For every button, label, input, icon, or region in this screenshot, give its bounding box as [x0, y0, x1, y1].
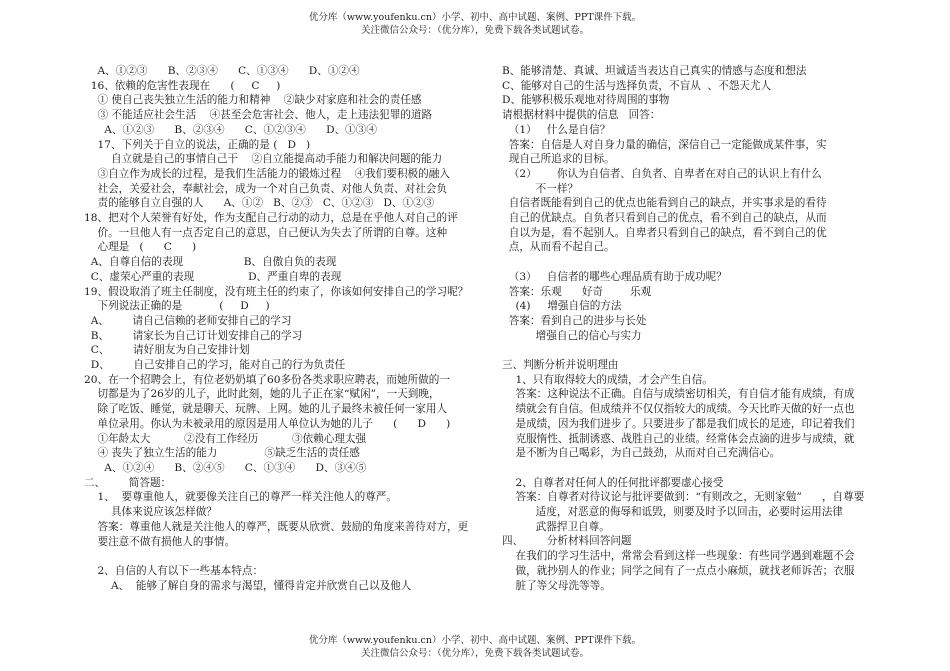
right-text-line: 是成绩，因为我们进步了。只要进步了都是我们成长的足迹，印记着我们	[502, 417, 855, 430]
right-text-line: （1） 什么是自信？	[502, 123, 611, 136]
left-text-line: 自立就是自己的事情自己干 ②自立能提高动手能力和解决问题的能力	[84, 153, 443, 166]
right-text-line: 现自己所追求的目标。	[502, 153, 615, 166]
left-text-line: 答案：尊重他人就是关注他人的尊严，既要从欣赏、鼓励的角度来善待对方，更	[84, 520, 469, 533]
left-text-line: 价。一旦他人有一点否定自己的意思，自己便认为失去了所谓的自尊。这种	[84, 226, 448, 239]
left-text-line: 责的能够自立自强的人 A、①② B、②③ C、①②③ D、①②③	[84, 197, 435, 210]
left-text-line: C、 请好朋友为自己安排计划	[84, 344, 250, 357]
right-text-line	[502, 255, 894, 270]
right-text-line: 武器捍卫自尊。	[502, 520, 610, 533]
right-text-line: 自以为是，看不起别人。自卑者只看到自己的缺点，看不到自己的优	[502, 226, 827, 239]
footer-line-2: 关注微信公众号：（优分库），免费下载各类试题试卷。	[360, 648, 589, 659]
right-text-line: 克服惰性、抵制诱惑、战胜自己的业绩。经常体会点滴的进步与成绩，就	[502, 432, 855, 445]
right-text-line: 点，从而看不起自己。	[502, 241, 615, 254]
right-text-line: （2） 你认为自信者、自负者、自卑者在对自己的认识上有什么	[502, 167, 822, 180]
right-text-line: 在我们的学习生活中，常常会看到这样一些现象：有些同学遇到难题不会	[502, 550, 855, 563]
right-column	[502, 64, 894, 593]
right-text-line: 请根据材料中提供的信息 回答：	[502, 109, 661, 122]
right-text-line: 适度，对恶意的侮辱和诋毁，则要及时予以回击，必要时运用法律	[502, 506, 843, 519]
right-text-line: 1、只有取得较大的成绩，才会产生自信。	[502, 373, 713, 386]
left-text-line: 18、把对个人荣誉有好处，作为支配自己行动的动力，总是在乎他人对自己的评	[84, 212, 458, 225]
left-text-line: C、虚荣心严重的表现 D、严重自卑的表现	[84, 270, 342, 283]
left-text-line: 二、 简答题：	[84, 476, 172, 489]
left-text-line: 心理是 ( C )	[84, 241, 197, 254]
left-text-line: ①年龄太大 ②没有工作经历 ③依赖心理太强	[84, 432, 367, 445]
left-text-line: 下列说法正确的是 ( D )	[84, 300, 270, 313]
left-text-line: A、①②③ B、②③④ C、①③④ D、①②④	[84, 65, 360, 77]
left-text-line	[84, 549, 482, 564]
page-footer	[0, 634, 950, 660]
right-text-line: C、能够对自己的生活与选择负责，不盲从 、不怨天尤人	[502, 79, 772, 92]
right-text-line	[502, 343, 894, 358]
left-text-line: A、①②③ B、②③④ C、①②③④ D、①③④	[84, 123, 377, 136]
left-text-line: ③自立作为成长的过程，是我们生活能力的锻炼过程 ④我们要积极的融入	[84, 167, 450, 180]
left-text-line: 单位录用。你认为未被录用的原因是用人单位认为她的儿子 ( D )	[84, 417, 451, 430]
right-text-line: (4) 增强自信的方法	[502, 300, 622, 313]
right-text-line: 绩就会有自信。但成绩并不仅仅指较大的成绩。今天比昨天做的好一点也	[502, 403, 855, 416]
left-text-line: 2、自信的人有以下一些基本特点：	[84, 564, 264, 577]
right-text-line: （3） 自信者的哪些心理品质有助于成功呢？	[502, 270, 727, 283]
right-text-line: 做，就抄别人的作业；同学之间有了一点点小麻烦，就找老师诉苦；衣服	[502, 564, 855, 577]
left-text-line: 社会，关爱社会，奉献社会，成为一个对自己负责、对他人负责、对社会负	[84, 182, 448, 195]
page-header	[0, 11, 950, 37]
left-text-line: A、自尊自信的表现 B、自傲自负的表现	[84, 256, 337, 269]
right-text-line: 答案：这种说法不正确。自信与成绩密切相关，有自信才能有成绩，有成	[502, 388, 855, 401]
left-text-line: A、①②④ B、②④⑤ C、①③④ D、③④⑤	[84, 461, 367, 474]
left-text-line: ④ 丧失了独立生活的能力 ⑤缺乏生活的责任感	[84, 447, 360, 460]
right-text-line: 增强自己的信心与实力	[502, 329, 642, 342]
right-text-line: 自己的优缺点。自负者只看到自己的优点，看不到自己的缺点，从而	[502, 212, 827, 225]
left-text-line: 具体来说应该怎样做？	[84, 506, 217, 519]
left-text-line: ① 使自己丧失独立生活的能力和精神 ②缺少对家庭和社会的责任感	[84, 94, 422, 107]
right-text-line: 四、 分析材料回答问题	[502, 535, 632, 548]
right-text-line: 2、自尊者对任何人的任何批评都要虚心接受	[502, 476, 724, 489]
right-text-line: 答案：自尊者对待议论与批评要做到：“有则改之，无则家勉” ，自尊要	[502, 491, 865, 504]
right-text-line: 是不断为自己喝彩，为自己鼓劲，从而对自己充满信心。	[502, 447, 781, 460]
left-text-line: A、 请自己信赖的老师安排自己的学习	[84, 314, 292, 327]
footer-line-1: 优分库（www.youfenku.cn）小学、初中、高中试题、案例、PPT课件下载。	[308, 635, 642, 646]
right-text-line: 答案：乐观 好奇 乐观	[502, 285, 652, 298]
left-text-line: 1、 要尊重他人，就要像关注自己的尊严一样关注他人的尊严。	[84, 491, 397, 504]
right-text-line: 脏了等父母洗等等。	[502, 579, 611, 592]
right-text-line: D、能够积极乐观地对待周围的事物	[502, 94, 670, 107]
right-text-line: 三、判断分析并说明理由	[502, 359, 619, 372]
left-text-line: B、 请家长为自己订计划安排自己的学习	[84, 329, 303, 342]
left-text-line: 16、依赖的危害性表现在 ( C )	[84, 79, 281, 92]
left-text-line: 除了吃饭、睡觉，就是聊天、玩牌、上网。她的儿子最终未被任何一家用人	[84, 403, 448, 416]
right-text-line: 答案：看到自己的进步与长处	[502, 314, 647, 327]
left-text-line: ③ 不能适应社会生活 ④甚至会危害社会、他人，走上违法犯罪的道路	[84, 109, 433, 122]
left-text-line: A、 能够了解自身的需求与渴望，懂得肯定并欣赏自己以及他人	[84, 579, 412, 592]
right-text-line	[502, 461, 894, 476]
right-text-line: B、能够清楚、真诚、坦诚适当表达自己真实的情感与态度和想法	[502, 65, 807, 77]
header-line-1: 优分库（www.youfenku.cn）小学、初中、高中试题、案例、PPT课件下载。	[308, 12, 642, 23]
right-text-line: 不一样？	[502, 182, 579, 195]
left-text-line: D、 自己安排自己的学习，能对自己的行为负责任	[84, 359, 346, 372]
left-text-line: 17、下列关于自立的说法，正确的是 ( D )	[84, 138, 311, 151]
right-text-line: 自信者既能看到自己的优点也能看到自己的缺点，并实事求是的看待	[502, 197, 827, 210]
left-text-line: 切都是为了26岁的儿子，此时此刻，她的儿子正在家“赋闲”，一天到晚，	[84, 388, 440, 401]
left-text-line: 19、假设取消了班主任制度，没有班主任的约束了，你该如何安排自己的学习呢？	[84, 285, 469, 298]
header-line-2: 关注微信公众号：（优分库），免费下载各类试题试卷。	[360, 25, 589, 36]
left-column	[84, 64, 482, 593]
left-text-line: 要注意不做有损他人的事情。	[84, 535, 236, 548]
left-text-line: 20、在一个招聘会上，有位老奶奶填了60多份各类求职应聘表，而她所做的一	[84, 373, 450, 386]
right-text-line: 答案：自信是人对自身力量的确信，深信自己一定能做成某件事，实	[502, 138, 827, 151]
